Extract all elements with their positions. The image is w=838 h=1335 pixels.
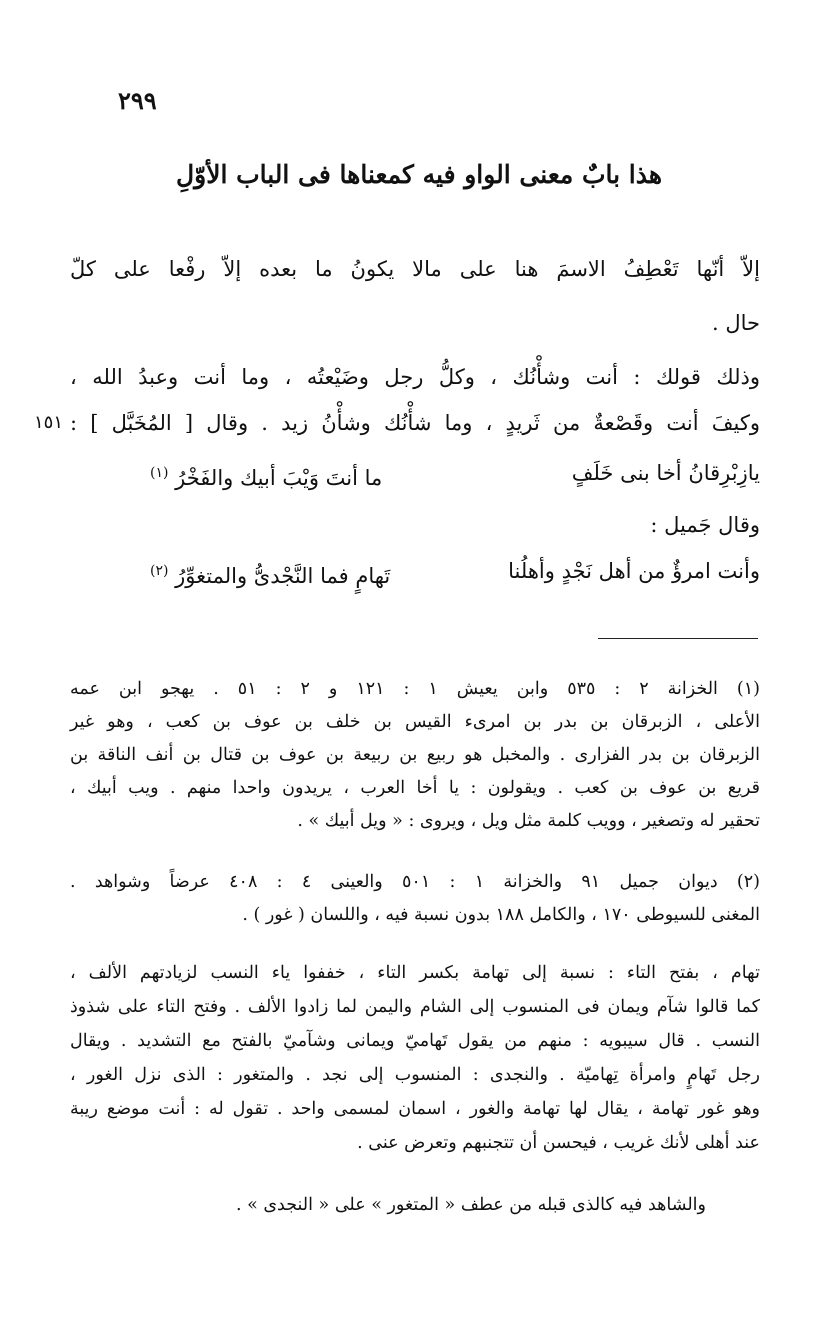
commentary-line-1: تهام ، بفتح التاء : نسبة إلى تهامة بكسر التاء ، خففوا ياء النسب لزيادتهم الألف ، — [70, 963, 760, 983]
commentary-line-6: عند أهلى لأنك غريب ، فيحسن أن تتجنبهم وتعرض عنى . — [357, 1133, 760, 1153]
verse-2-hemistich-2-text: تَهامٍ فما النَّجْدىُّ والمتغوِّرُ — [175, 564, 391, 588]
footnote-2-line-2: المغنى للسيوطى ١٧٠ ، والكامل ١٨٨ بدون نسبة فيه ، واللسان ( غور ) . — [242, 905, 760, 925]
footnote-separator — [598, 638, 758, 639]
commentary-line-5: وهو غور تهامة ، يقال لها تهامة والغور ، اسمان لمسمى واحد . تقول له : أنت موضع ريبة — [70, 1099, 760, 1119]
verse-1-hemistich-2 — [150, 458, 382, 493]
footnote-1-line-4: قريع بن عوف بن كعب . ويقولون : يا أخا العرب ، يريدون واحدا منهم . ويب أبيك ، — [70, 778, 760, 798]
commentary-line-3: النسب . قال سيبويه : منهم من يقول تَهاميّ ويمانى وشآميّ بالفتح مع التشديد . ويقال — [70, 1031, 760, 1051]
body-line-4: وكيفَ أنت وقَصْعةٌ من ثَريدٍ ، وما شأْنُك وشأْنُ زيد . وقال [ المُخَبَّل ] : — [70, 411, 760, 435]
body-line-2: حال . — [712, 311, 760, 335]
verse-1-hemistich-2-text: ما أنتَ وَيْبَ أبيك والفَخْرُ — [175, 466, 383, 490]
body-line-1: إلاّ أنّها تَعْطِفُ الاسمَ هنا على مالا يكونُ ما بعده إلاّ رفْعا على كلّ — [70, 257, 760, 281]
verse-2-hemistich-2 — [150, 556, 390, 591]
footnote-ref-2: (٢) — [150, 563, 169, 579]
chapter-title: هذا بابٌ معنى الواو فيه كمعناها فى الباب الأوّلِ — [175, 160, 663, 189]
footnote-1-line-3: الزبرقان بن بدر الفزارى . والمخبل هو ربيع بن ربيعة بن عوف بن قتال بن أنف الناقة بن — [70, 745, 760, 765]
verse-2-intro: وقال جَميل : — [650, 513, 760, 537]
margin-number: ١٥١ — [34, 412, 64, 433]
body-line-3: وذلك قولك : أنت وشأْنُك ، وكلُّ رجل وضَيْعتُه ، وما أنت وعبدُ الله ، — [70, 365, 760, 389]
footnote-2-line-1: (٢) ديوان جميل ٩١ والخزانة ١ : ٥٠١ والعينى ٤ : ٤٠٨ عرضاً وشواهد . — [70, 872, 760, 892]
page-number: ٢٩٩ — [118, 86, 157, 115]
verse-2-hemistich-1: وأنت امرؤٌ من أهل نَجْدٍ وأهلُنا — [508, 559, 760, 583]
commentary-line-7: والشاهد فيه كالذى قبله من عطف « المتغور » على « النجدى » . — [235, 1195, 706, 1215]
footnote-ref-1: (١) — [150, 465, 169, 481]
footnote-1-line-1: (١) الخزانة ٢ : ٥٣٥ وابن يعيش ١ : ١٢١ و ٢ : ٥١ . يهجو ابن عمه — [70, 679, 760, 699]
commentary-line-2: كما قالوا شآم ويمان فى المنسوب إلى الشام واليمن لما زادوا الألف . وفتح التاء على شذوذ — [70, 997, 760, 1017]
commentary-line-4: رجل تَهامٍ وامرأة تِهاميّة . والنجدى : المنسوب إلى نجد . والمتغور : الذى نزل الغور ، — [70, 1065, 760, 1085]
footnote-1-line-5: تحقير له وتصغير ، وويب كلمة مثل ويل ، ويروى : « ويل أبيك » . — [297, 811, 760, 831]
verse-1-hemistich-1: يازِبْرِقانُ أخا بنى خَلَفٍ — [571, 461, 760, 485]
footnote-1-line-2: الأعلى ، الزبرقان بن بدر بن امرىء القيس بن خلف بن عوف بن كعب ، وهو غير — [70, 712, 760, 732]
